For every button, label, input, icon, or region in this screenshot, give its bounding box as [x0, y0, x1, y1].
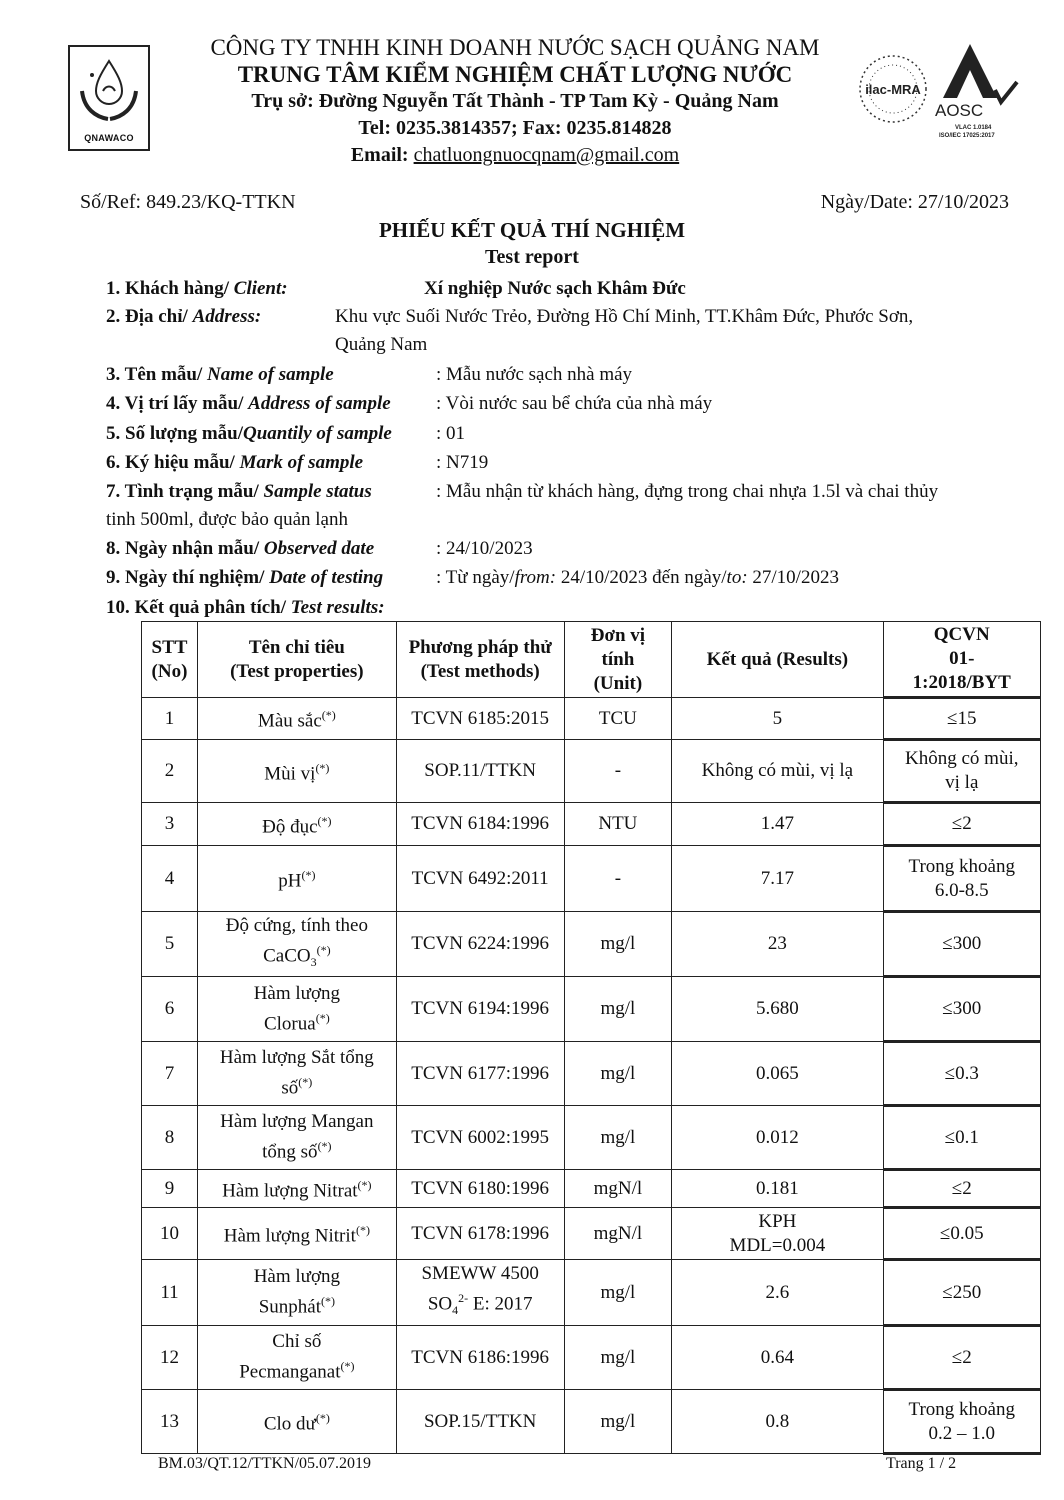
row-no: 11 [142, 1260, 198, 1326]
table-row [142, 1390, 1041, 1454]
col-header-qcvn: QCVN 01- 1:2018/BYT [883, 622, 1040, 698]
row-result: KPH MDL=0.004 [672, 1208, 883, 1260]
ilac-text: ilac-MRA [865, 82, 921, 97]
table-row [142, 912, 1041, 977]
table-row [142, 846, 1041, 912]
row-qcvn: ≤2 [883, 803, 1040, 846]
row-method: TCVN 6177:1996 [396, 1042, 564, 1106]
sample-status-value-cont: tinh 500ml, được bảo quản lạnh [106, 509, 348, 530]
row-unit: mg/l [564, 1260, 672, 1326]
address-value-cont: Quảng Nam [335, 334, 428, 355]
ilac-mra-logo [856, 52, 930, 126]
row-property: Độ cứng, tính theo CaCO$_3$(*) [197, 912, 396, 977]
row-result: 0.8 [672, 1390, 883, 1454]
row-qcvn: ≤300 [883, 977, 1040, 1042]
table-row [142, 1170, 1041, 1208]
row-unit: mg/l [564, 1390, 672, 1454]
row-no: 1 [142, 698, 198, 740]
row-result: 23 [672, 912, 883, 977]
row-property: Độ đục(*) [197, 803, 396, 846]
client-value: Xí nghiệp Nước sạch Khâm Đức [424, 278, 686, 299]
sample-location-line [106, 390, 1046, 417]
table-row [142, 1326, 1041, 1390]
row-no: 5 [142, 912, 198, 977]
row-result: 5 [672, 698, 883, 740]
row-unit: mg/l [564, 1042, 672, 1106]
row-property: Clo dư(*) [197, 1390, 396, 1454]
row-property: Chỉ số Pecmanganat(*) [197, 1326, 396, 1390]
row-method: TCVN 6002:1995 [396, 1106, 564, 1170]
logo-text: QNAWACO [84, 133, 134, 143]
sample-name-value: : Mẫu nước sạch nhà máy [436, 364, 633, 385]
row-unit: - [564, 740, 672, 803]
row-property: pH(*) [197, 846, 396, 912]
testing-date-value: : Từ ngày/from: 24/10/2023 đến ngày/to: 27/10/2023 [436, 567, 839, 588]
row-result: 7.17 [672, 846, 883, 912]
received-date-line [106, 535, 1046, 562]
row-result: 0.181 [672, 1170, 883, 1208]
row-no: 6 [142, 977, 198, 1042]
row-unit: mg/l [564, 912, 672, 977]
row-unit: mg/l [564, 1326, 672, 1390]
sample-name-line [106, 361, 1046, 388]
row-unit: mg/l [564, 1106, 672, 1170]
row-qcvn: Trong khoảng 6.0-8.5 [883, 846, 1040, 912]
table-row [142, 1260, 1041, 1326]
row-property: Hàm lượng Sắt tổng số(*) [197, 1042, 396, 1106]
row-method: SOP.11/TTKN [396, 740, 564, 803]
row-unit: mgN/l [564, 1170, 672, 1208]
col-header-property: Tên chỉ tiêu (Test properties) [197, 622, 396, 698]
row-result: 1.47 [672, 803, 883, 846]
row-result: Không có mùi, vị lạ [672, 740, 883, 803]
row-property: Màu sắc(*) [197, 698, 396, 740]
table-header-row [142, 622, 1041, 698]
col-header-method: Phương pháp thử (Test methods) [396, 622, 564, 698]
sample-location-label: 4. Vị trí lấy mẫu/ Address of sample [106, 393, 391, 414]
row-method: TCVN 6184:1996 [396, 803, 564, 846]
qnawaco-logo [68, 45, 150, 151]
row-qcvn: ≤0.3 [883, 1042, 1040, 1106]
col-header-no: STT (No) [142, 622, 198, 698]
row-result: 0.012 [672, 1106, 883, 1170]
email-link[interactable]: chatluongnuocqnam@gmail.com [413, 144, 680, 166]
results-heading: 10. Kết quả phân tích/ Test results: [106, 597, 385, 618]
sample-name-label: 3. Tên mẫu/ Name of sample [106, 364, 334, 385]
row-no: 3 [142, 803, 198, 846]
row-result: 5.680 [672, 977, 883, 1042]
row-method: TCVN 6185:2015 [396, 698, 564, 740]
row-no: 4 [142, 846, 198, 912]
row-no: 7 [142, 1042, 198, 1106]
row-unit: - [564, 846, 672, 912]
row-qcvn: ≤300 [883, 912, 1040, 977]
row-qcvn: ≤0.05 [883, 1208, 1040, 1260]
row-result: 0.64 [672, 1326, 883, 1390]
table-row [142, 1208, 1041, 1260]
received-date-label: 8. Ngày nhận mẫu/ Observed date [106, 538, 375, 559]
report-subtitle: Test report [485, 246, 579, 268]
testing-date-label: 9. Ngày thí nghiệm/ Date of testing [106, 567, 384, 588]
row-qcvn: ≤0.1 [883, 1106, 1040, 1170]
aosc-icon [935, 40, 1025, 140]
address-value: Khu vực Suối Nước Trẻo, Đường Hồ Chí Minh, TT.Khâm Đức, Phước Sơn, [335, 306, 914, 327]
aosc-iso: ISO/IEC 17025:2017 [939, 133, 995, 139]
phone-fax: Tel: 0235.3814357; Fax: 0235.814828 [358, 117, 672, 139]
row-result: 2.6 [672, 1260, 883, 1326]
row-method: TCVN 6178:1996 [396, 1208, 564, 1260]
sample-status-line [106, 478, 1046, 505]
row-qcvn: ≤2 [883, 1170, 1040, 1208]
email-line [170, 142, 860, 169]
row-unit: TCU [564, 698, 672, 740]
sample-quantity-line [106, 420, 1046, 447]
sample-quantity-value: : 01 [436, 423, 466, 444]
row-qcvn: Không có mùi, vị lạ [883, 740, 1040, 803]
sample-mark-label: 6. Ký hiệu mẫu/ Mark of sample [106, 452, 364, 473]
company-name: CÔNG TY TNHH KINH DOANH NƯỚC SẠCH QUẢNG NAM [210, 35, 820, 60]
aosc-text: AOSC [935, 101, 984, 120]
report-title: PHIẾU KẾT QUẢ THÍ NGHIỆM [378, 218, 686, 242]
row-property: Hàm lượng Nitrat(*) [197, 1170, 396, 1208]
client-label: 1. Khách hàng/ Client: [106, 278, 288, 299]
row-unit: mgN/l [564, 1208, 672, 1260]
row-method: SOP.15/TTKN [396, 1390, 564, 1454]
row-qcvn: ≤250 [883, 1260, 1040, 1326]
row-method: TCVN 6194:1996 [396, 977, 564, 1042]
table-row [142, 803, 1041, 846]
row-qcvn: ≤15 [883, 698, 1040, 740]
report-date: Ngày/Date: 27/10/2023 [820, 191, 1009, 213]
row-no: 8 [142, 1106, 198, 1170]
row-property: Hàm lượng Clorua(*) [197, 977, 396, 1042]
form-code: BM.03/QT.12/TTKN/05.07.2019 [158, 1455, 372, 1472]
row-no: 10 [142, 1208, 198, 1260]
address-label: 2. Địa chỉ/ Address: [106, 306, 262, 327]
table-row [142, 1042, 1041, 1106]
row-no: 13 [142, 1390, 198, 1454]
table-row [142, 977, 1041, 1042]
row-no: 9 [142, 1170, 198, 1208]
row-method: TCVN 6492:2011 [396, 846, 564, 912]
table-row [142, 698, 1041, 740]
row-property: Hàm lượng Sunphát(*) [197, 1260, 396, 1326]
sample-status-label: 7. Tình trạng mẫu/ Sample status [106, 481, 372, 502]
row-no: 12 [142, 1326, 198, 1390]
aosc-logo [935, 40, 1025, 140]
row-method: SMEWW 4500 $SO_4^{2-}$ E: 2017 [396, 1260, 564, 1326]
center-name: TRUNG TÂM KIỂM NGHIỆM CHẤT LƯỢNG NƯỚC [237, 62, 793, 87]
table-row [142, 740, 1041, 803]
page-number: Trang 1 / 2 [886, 1455, 957, 1472]
head-office-address: Trụ sở: Đường Nguyễn Tất Thành - TP Tam Kỳ - Quảng Nam [251, 90, 779, 112]
col-header-result: Kết quả (Results) [672, 622, 883, 698]
aosc-vlac: VLAC 1.0184 [955, 125, 992, 131]
email-label: Email: [350, 144, 409, 166]
letterhead [170, 34, 860, 169]
sample-mark-value: : N719 [436, 452, 489, 473]
row-property: Hàm lượng Nitrit(*) [197, 1208, 396, 1260]
received-date-value: : 24/10/2023 [436, 538, 533, 559]
ilac-mra-icon [856, 52, 930, 126]
reference-number: Số/Ref: 849.23/KQ-TTKN [80, 191, 296, 213]
testing-date-line [106, 564, 1046, 591]
sample-quantity-label: 5. Số lượng mẫu/Quantily of sample [106, 423, 392, 444]
water-drop-hands-icon [70, 51, 148, 131]
sample-mark-line [106, 449, 1046, 476]
row-qcvn: ≤2 [883, 1326, 1040, 1390]
row-unit: NTU [564, 803, 672, 846]
row-method: TCVN 6180:1996 [396, 1170, 564, 1208]
row-method: TCVN 6224:1996 [396, 912, 564, 977]
row-result: 0.065 [672, 1042, 883, 1106]
row-no: 2 [142, 740, 198, 803]
row-qcvn: Trong khoảng 0.2 – 1.0 [883, 1390, 1040, 1454]
results-table [141, 621, 1041, 1455]
row-method: TCVN 6186:1996 [396, 1326, 564, 1390]
sample-status-value: : Mẫu nhận từ khách hàng, đựng trong chai nhựa 1.5l và chai thủy [436, 481, 939, 502]
client-line [106, 275, 1046, 302]
col-header-unit: Đơn vị tính (Unit) [564, 622, 672, 698]
table-row [142, 1106, 1041, 1170]
row-property: Hàm lượng Mangan tổng số(*) [197, 1106, 396, 1170]
row-unit: mg/l [564, 977, 672, 1042]
address-line [106, 303, 1046, 330]
row-property: Mùi vị(*) [197, 740, 396, 803]
sample-location-value: : Vòi nước sau bể chứa của nhà máy [436, 393, 713, 414]
